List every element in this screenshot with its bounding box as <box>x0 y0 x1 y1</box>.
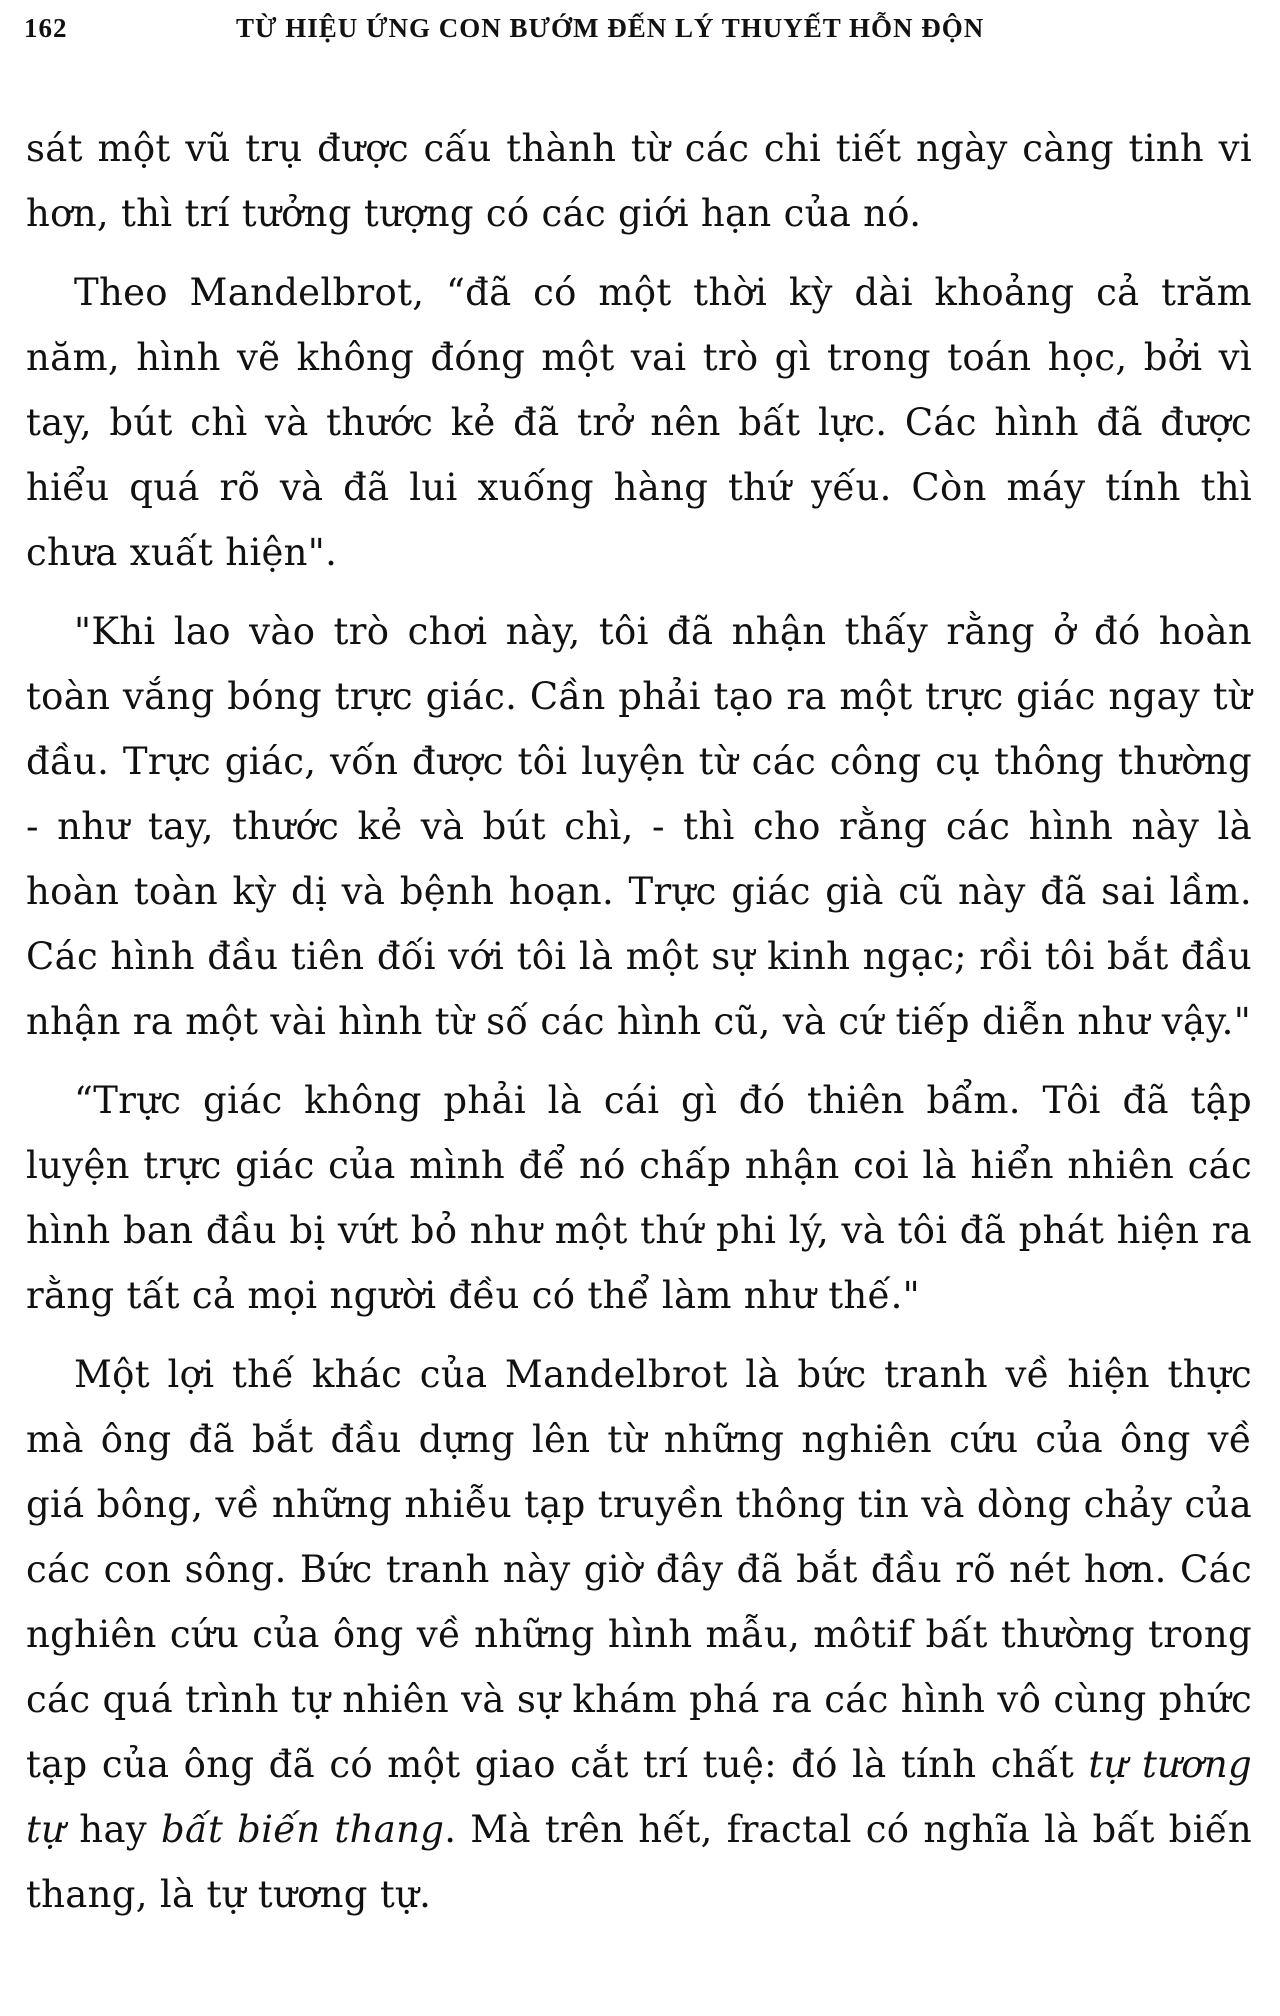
paragraph-text: . Mà trên hết, fractal có nghĩa là bất biến thang, là tự tương tự. <box>26 1808 1252 1916</box>
italic-term: tự tương tự <box>26 1743 1252 1851</box>
page-number: 162 <box>24 13 68 43</box>
paragraph <box>26 1342 1252 1927</box>
paragraph: sát một vũ trụ được cấu thành từ các chi tiết ngày càng tinh vi hơn, thì trí tưởng tượng có các giới hạn của nó. <box>26 127 1252 235</box>
paragraph: "Khi lao vào trò chơi này, tôi đã nhận thấy rằng ở đó hoàn toàn vắng bóng trực giác. Cần phải tạo ra một trực giác ngay từ đầu. Trực giác, vốn được tôi luyện từ các công cụ thông thường - như tay, thước kẻ và bút chì, - thì cho rằng các hình này là hoàn toàn kỳ dị và bệnh hoạn. Trực giác già cũ này đã sai lầm. Các hình đầu tiên đối với tôi là một sự kinh ngạc; rồi tôi bắt đầu nhận ra một vài hình từ số các hình cũ, và cứ tiếp diễn như vậy." <box>26 610 1252 1043</box>
page-header <box>24 6 1264 50</box>
italic-term: bất biến thang <box>161 1808 445 1851</box>
paragraph: Theo Mandelbrot, “đã có một thời kỳ dài khoảng cả trăm năm, hình vẽ không đóng một vai trò gì trong toán học, bởi vì tay, bút chì và thước kẻ đã trở nên bất lực. Các hình đã được hiểu quá rõ và đã lui xuống hàng thứ yếu. Còn máy tính thì chưa xuất hiện". <box>26 271 1252 574</box>
paragraph-text: Một lợi thế khác của Mandelbrot là bức tranh về hiện thực mà ông đã bắt đầu dựng lên từ những nghiên cứu của ông về giá bông, về những nhiễu tạp truyền thông tin và dòng chảy của các con sông. Bức tranh này giờ đây đã bắt đầu rõ nét hơn. Các nghiên cứu của ông về những hình mẫu, môtif bất thường trong các quá trình tự nhiên và sự khám phá ra các hình vô cùng phức tạp của ông đã có một giao cắt trí tuệ: đó là tính chất <box>26 1353 1252 1786</box>
page-body <box>26 116 1252 1927</box>
running-head: TỪ HIỆU ỨNG CON BƯỚM ĐẾN LÝ THUYẾT HỖN ĐỘN <box>236 13 985 43</box>
paragraph: “Trực giác không phải là cái gì đó thiên bẩm. Tôi đã tập luyện trực giác của mình để nó chấp nhận coi là hiển nhiên các hình ban đầu bị vứt bỏ như một thứ phi lý, và tôi đã phát hiện ra rằng tất cả mọi người đều có thể làm như thế." <box>26 1079 1252 1317</box>
paragraph-text: hay <box>65 1808 161 1851</box>
